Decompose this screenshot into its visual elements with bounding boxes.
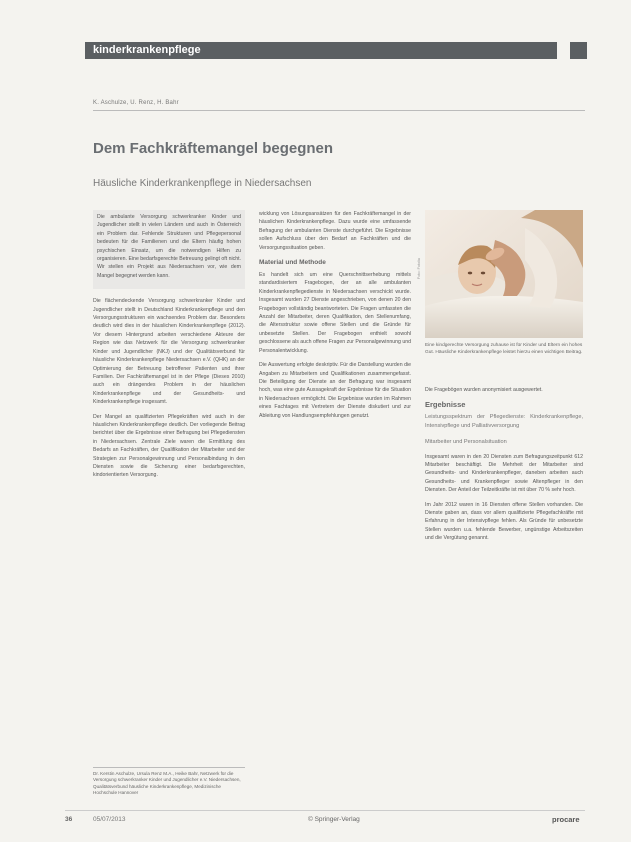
intro-box (93, 210, 245, 289)
article-subtitle: Häusliche Kinderkrankenpflege in Niedersachsen (93, 178, 312, 189)
author-footnote: Dr. Kerstin Aschulze, Ursula Renz M.A., Heike Bahr, Netzwerk für die Versorgung schwerkranker Kinder und Jugendlicher e.V. Niedersachsen, Qualitätsverbund häusliche Kinderkrankenpflege, Medizinische Hochschule Hannover (93, 767, 245, 796)
body-paragraph: Insgesamt waren in den 20 Diensten zum Befragungszeitpunkt 612 Mitarbeiter beschäftigt. Die Mehrheit der Mitarbeiter sind Gesundheits- und Kinderkrankenpfleger, daneben arbeiten auch Gesundheits- und Krankenpfleger sowie Altenpfleger in den Diensten. Der Anteil der Teilzeitkräfte ist mit über 70 % sehr hoch. (425, 453, 583, 494)
header-divider (93, 110, 585, 111)
body-paragraph: wicklung von Lösungsansätzen für den Fachkräftemangel in der häuslichen Kinderkrankenpflege. Dazu wurde eine umfassende Befragung der ambulanten Dienste durchgeführt. Die Ergebnisse sollen Aufschluss über den Bedarf an Fachkräften und die Versorgungssituation geben. (259, 211, 411, 251)
body-paragraph: Die Auswertung erfolgte deskriptiv. Für die Darstellung wurden die Angaben zu Mitarbeitern und Qualifikationen zusammengefasst. Die Beteiligung der Dienste an der Befragung war insgesamt hoch, was eine gute Aussagekraft der Ergebnisse für die Situation in Niedersachsen ermöglicht. Die Ergebnisse wurden im Rahmen eines Fachtages mit Vertretern der Dienste diskutiert und zur Ableitung von Handlungsempfehlungen genutzt. (259, 362, 411, 419)
photo-credit: Foto: Fotolia (417, 258, 421, 280)
intro-text: Die ambulante Versorgung schwerkranker Kinder und Jugendlicher stellt in vielen Ländern und auch in Österreich ein Problem dar. Fehlende Strukturen und Pflegepersonal bedeuten für die Familienen und die Eltern häufig hohen psychischen Einsatz, um die notwendigen Hilfen zu organisieren. Eine bedarfsgerechte Betreuung gelingt oft nicht. Wir stellen ein Projekt aus Niedersachsen vor, wie dem Mangel begegnet werden kann. (97, 214, 241, 279)
section-heading-results: Ergebnisse (425, 400, 466, 410)
body-paragraph: Es handelt sich um eine Querschnittserhebung mittels standardisiertem Fragebogen, der an alle ambulanten Kinderkrankenpflegedienste in Niedersachsen verschickt wurde. Insgesamt wurden 27 Dienste angeschrieben, von denen 20 den Fragebogen vollständig beantworteten. Die Fragen umfassten die Anzahl der Mitarbeiter, deren Qualifikation, den Stellenumfang, die Altersstruktur sowie offene Stellen und die Gründe für unbesetzte Stellen. Der Fragebogen enthielt sowohl geschlossene als auch offene Fragen zur Personalgewinnung und Personalentwicklung. (259, 272, 411, 354)
results-subheading: Mitarbeiter und Personalsituation (425, 439, 507, 446)
section-marker-square (570, 42, 587, 59)
footer-divider (65, 810, 585, 811)
author-line: K. Aschulze, U. Renz, H. Bahr (93, 100, 179, 106)
body-paragraph: Im Jahr 2012 waren in 16 Diensten offene Stellen vorhanden. Die Dienste gaben an, dass vor allem qualifizierte Pflegefachkräfte mit Erfahrung in der Intensivpflege fehlen. Als Gründe für unbesetzte Stellen wurden u.a. fehlende Bewerber, ungünstige Arbeitszeiten und die Vergütung genannt. (425, 501, 583, 542)
section-heading-methods: Material und Methode (259, 259, 326, 267)
article-title: Dem Fachkräftemangel begegnen (93, 140, 334, 157)
body-paragraph: Der Mangel an qualifizierten Pflegekräften wird auch in der häuslichen Kinderkrankenpflege deutlich. Der vorliegende Beitrag berichtet über die Ergebnisse einer Befragung bei Pflegediensten in Niedersachsen. Zentrale Ziele waren die Ermittlung des Bedarfs an Fachkräften, der Qualifikation der Mitarbeiter und der Strategien zur Personalgewinnung und Personalbindung in den Diensten sowie die Sicherung einer bedarfsgerechten, kindorientierten Versorgung. (93, 413, 245, 479)
child-in-bed-photo (425, 210, 583, 338)
photo-caption: Eine kindgerechte Versorgung zuhause ist für Kinder und Eltern ein hohes Gut. Häusliche Kinderkrankenpflege leistet hierzu einen wichtigen Beitrag. (425, 343, 583, 355)
publisher-notice: © Springer-Verlag (308, 816, 360, 823)
text-column-3 (425, 386, 583, 549)
issue-info: 05/07/2013 (93, 816, 126, 823)
results-lead: Leistungsspektrum der Pflegedienste: Kinderkrankenpflege, Intensivpflege und Palliativversorgung (425, 414, 583, 429)
text-column-2 (259, 210, 411, 426)
body-paragraph: Die flächendeckende Versorgung schwerkranker Kinder und Jugendlicher stellt in Deutschland Kinderkrankenpflege und den Versorgungsstrukturen ein wachsendes Problem dar. Besonders deutlich wird dies in der häuslichen Kinderkrankenpflege (2012). Vor diesem Hintergrund arbeiten verschiedene Akteure der Region wie das Netzwerk für die Versorgung schwerkranker Kinder und Jugendlicher (NKJ) und der Qualitätsverbund für häusliche Kinderkrankenpflege Niedersachsen e.V. (QHK) an der Optimierung der Betreuung betroffener Patienten und ihrer Familien. Der Fachkräftemangel ist in der Pflege (Dieses 2010) auch ein drängendes Problem in der häuslichen Kinderkrankenpflege und der Gesundheits- und Kinderkrankenpflege insgesamt. (93, 298, 245, 406)
text-column-1 (93, 210, 245, 486)
article-photo (425, 210, 583, 338)
body-paragraph: Die Fragebögen wurden anonymisiert ausgewertet. (425, 387, 543, 393)
section-header-bar (85, 42, 557, 59)
journal-name: procare (552, 815, 580, 824)
section-label: kinderkrankenpflege (93, 44, 201, 56)
page-number: 36 (65, 816, 73, 823)
